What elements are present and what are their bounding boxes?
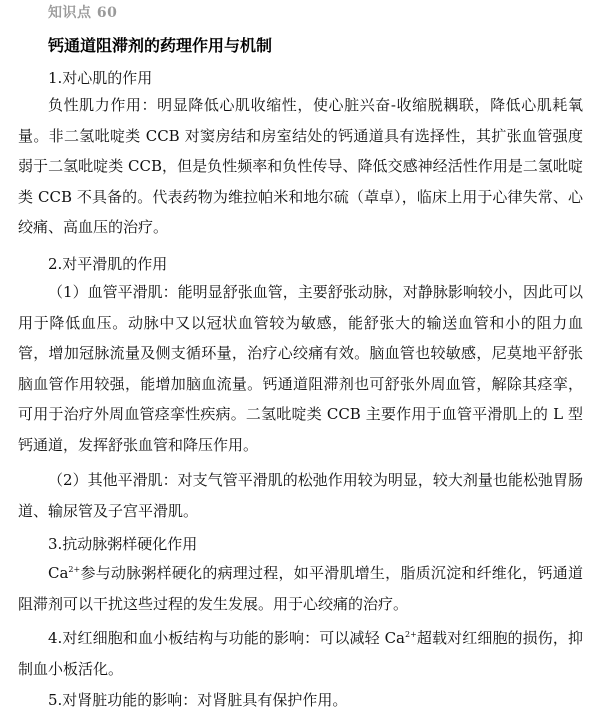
section-1-paragraph: 负性肌力作用：明显降低心肌收缩性，使心脏兴奋-收缩脱耦联，降低心肌耗氧量。非二氢吡啶类 CCB 对窦房结和房室结处的钙通道具有选择性，其扩张血管强度弱于二氢吡啶类 CCB，但是负性频率和负性传导、降低交感神经活性作用是二氢吡啶类 CCB 不具备的。代表药物为维拉帕米和地尔硫（䓬卓），临床上用于心律失常、心绞痛、高血压的治疗。: [18, 96, 583, 236]
calcium-text: Ca: [48, 564, 69, 582]
knowledge-point-label: 知识点 60: [48, 5, 118, 21]
section-3-text: 参与动脉粥样硬化的病理过程，如平滑肌增生，脂质沉淀和纤维化，钙通道阻滞剂可以干扰这些过程的发生发展。用于心绞痛的治疗。: [18, 564, 583, 613]
section-4-text-start: 4.对红细胞和血小板结构与功能的影响：可以减轻 Ca: [48, 629, 405, 647]
section-2-paragraph-1: （1）血管平滑肌：能明显舒张血管，主要舒张动脉，对静脉影响较小，因此可以用于降低血压。动脉中又以冠状血管较为敏感，能舒张大的输送血管和小的阻力血管，增加冠脉流量及侧支循环量，治疗心绞痛有效。脑血管也较敏感，尼莫地平舒张脑血管作用较强，能增加脑血流量。钙通道阻滞剂也可舒张外周血管，解除其痉挛，可用于治疗外周血管痉挛性疾病。二氢吡啶类 CCB 主要作用于血管平滑肌上的 L 型钙通道，发挥舒张血管和降压作用。: [18, 283, 583, 454]
document-title: 钙通道阻滞剂的药理作用与机制: [48, 36, 273, 55]
calcium-charge: 2+: [68, 565, 81, 574]
section-2-paragraph-2: （2）其他平滑肌：对支气管平滑肌的松弛作用较为明显，较大剂量也能松弛胃肠道、输尿管及子宫平滑肌。: [18, 471, 583, 520]
section-heading-3: 3.抗动脉粥样硬化作用: [48, 535, 198, 553]
section-heading-2: 2.对平滑肌的作用: [48, 255, 168, 273]
calcium-charge-2: 2+: [405, 630, 417, 639]
section-4-paragraph: [18, 623, 583, 684]
section-heading-5: 5.对肾脏功能的影响：对肾脏具有保护作用。: [48, 691, 348, 709]
section-4-text-rest: 超载对红细胞的损伤，抑制血小板活化。: [18, 629, 583, 678]
section-heading-1: 1.对心肌的作用: [48, 69, 153, 87]
section-3-paragraph: [18, 558, 583, 619]
